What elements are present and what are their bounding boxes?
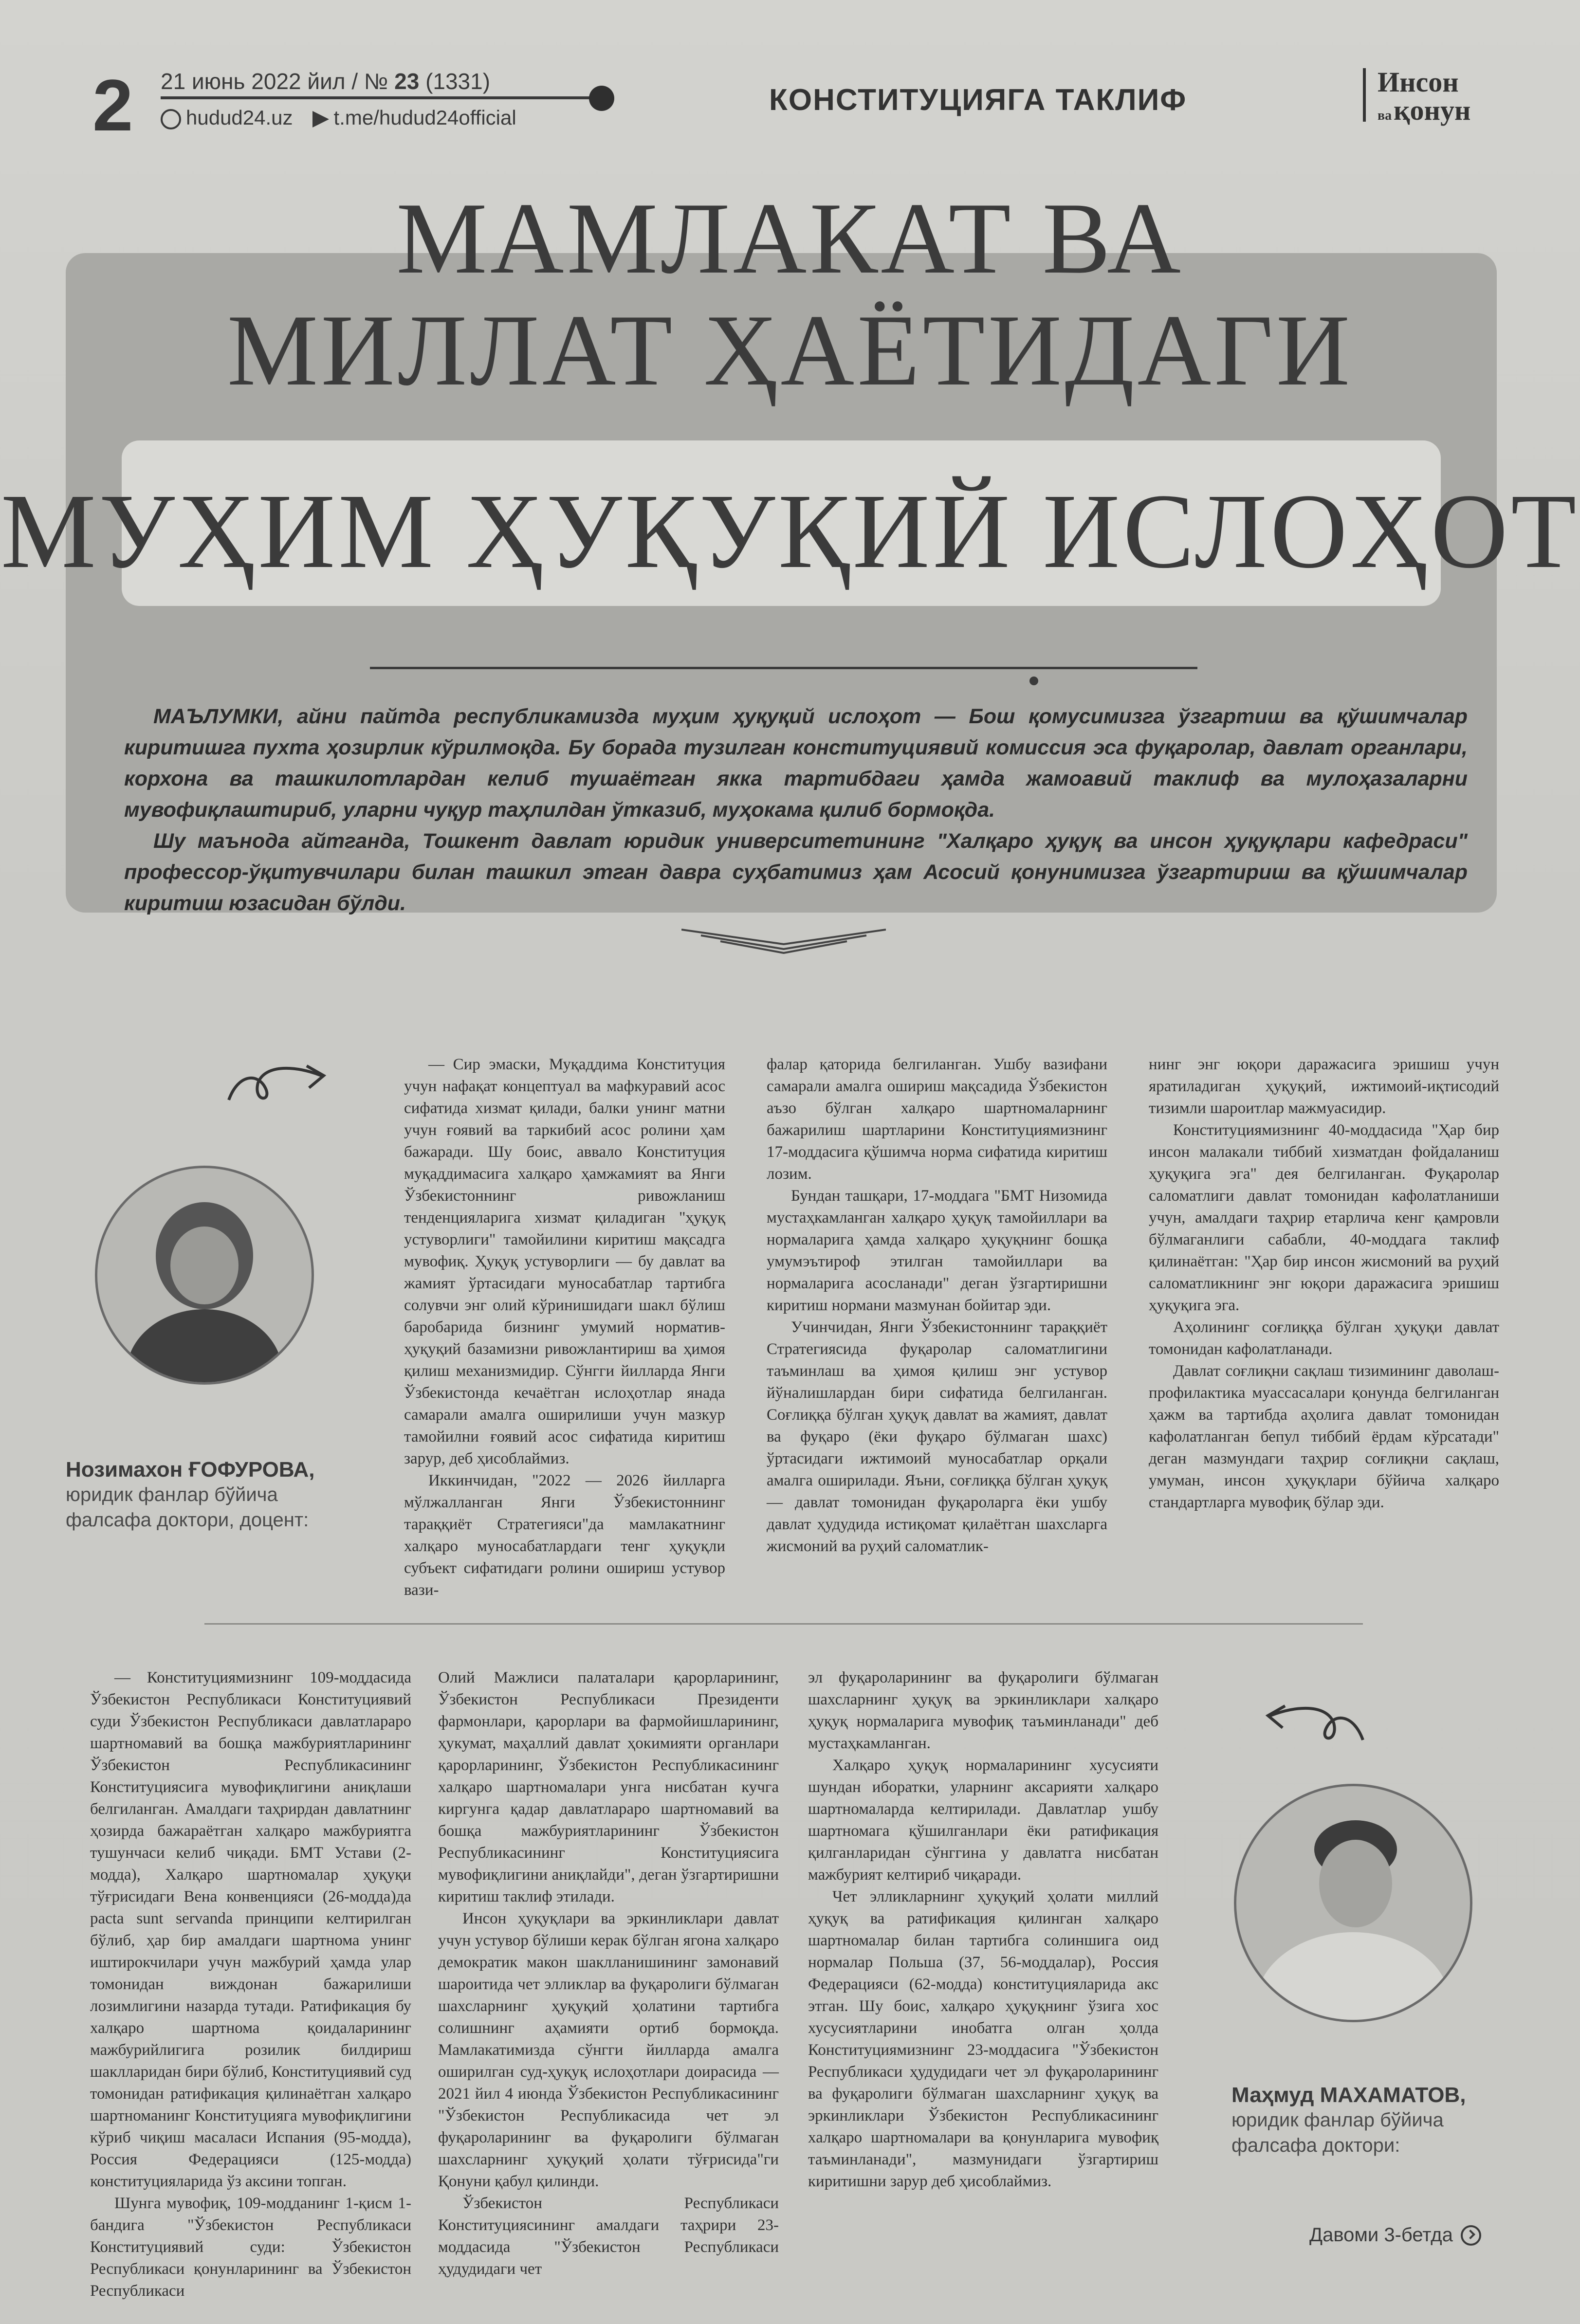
paragraph: Давлат соғлиқни сақлаш тизимининг даволаш-профилактика муассасалари қонунда белгиланган ҳажм ва тартибда аҳолига давлат томонидан кафолатланган бепул тиббий ёрдам кўрсатади" деган мазмундаги таҳрир соғлиқни сақлаш, умуман, инсон ҳуқуқлари бўйича халқаро стандартларга мувофиқ бўлар эди.: [1149, 1362, 1499, 1511]
lead-p1: МАЪЛУМКИ, айни пайтда республикамизда муҳим ҳуқуқий ислоҳот — Бош қомусимизга ўзгартиш ва қўшимчалар киритишга пухта ҳозирлик кўрилмоқда. Бу борада тузилган конституциявий комиссия эса фуқаролар, давлат органлари, корхона ва ташкилотлардан келиб тушаётган якка тартибдаги ҳамда жамоавий таклиф ва мулоҳазаларни мувофиқлаштириб, уларни чуқур таҳлилдан ўтказиб, муҳокама қилиб бормоқда.: [124, 705, 1468, 822]
author-title: юридик фанлар бўйича фалсафа доктори, доцент:: [66, 1484, 309, 1531]
paragraph: Конституциямизнинг 40-моддасида "Ҳар бир инсон малакали тиббий хизматдан фойдаланиш ҳуқуқига эга" дея белгиланган. Фуқаролар саломатлиги давлат томонидан кафолатланиши учун, амалдаги таҳрир етарлича кенг қамровли бўлмаганлиги сабабли, 40-моддага таклиф қилинаётган: "Ҳар бир инсон жисмоний ва руҳий саломатликнинг энг юқори даражасига эришиш ҳуқуқига эга.: [1149, 1121, 1499, 1314]
section-title: КОНСТИТУЦИЯГА ТАКЛИФ: [769, 83, 1187, 117]
paragraph: Инсон ҳуқуқлари ва эркинликлари давлат учун устувор бўлиши керак бўлган ягона халқаро демократик макон шаклланишининг замонавий шароитида чет элликлар ва фуқаролиги бўлмаган шахсларнинг ҳуқуқий ҳолатини тартибга солишнинг аҳамияти ортиб бормоқда. Мамлакатимизда сўнгги йилларда амалга оширилган суд-ҳуқуқ ислоҳотлари доирасида — 2021 йил 4 июнда Ўзбекистон Республикасининг "Ўзбекистон Республикасида чет эл фуқароларининг ва фуқаролиги бўлмаган шахсларнинг ҳуқуқий ҳолати тўғрисида"ги Қонуни қабул қилинди.: [438, 1910, 779, 2190]
paragraph: нинг энг юқори даражасига эришиш учун яратиладиган ҳуқуқий, ижтимоий-иқтисодий тизимли шароитлар мажмуасидир.: [1149, 1056, 1499, 1117]
author-name: Нозимахон ҒОФУРОВА,: [66, 1458, 315, 1482]
headline-line-2: МИЛЛАТ ҲАЁТИДАГИ: [227, 294, 1353, 407]
paragraph: Ўзбекистон Республикаси Конституциясининг амалдаги таҳрири 23-моддасида "Ўзбекистон Республикаси ҳудудидаги чет: [438, 2195, 779, 2278]
photo-face: [1319, 1840, 1392, 1927]
photo-shirt: [1256, 1932, 1451, 2022]
newspaper-logo: Инсон ва қонун: [1378, 66, 1471, 126]
photo-face: [170, 1226, 239, 1304]
curved-arrow-icon: [1261, 1694, 1368, 1752]
website-link[interactable]: hudud24.uz: [161, 106, 293, 129]
paragraph: Бундан ташқари, 17-моддага "БМТ Низомида мустаҳкамланган халқаро ҳуқуқ тамойиллари ва нормаларига ҳамда халқаро ҳуқуқнинг бошқа умумэътироф этилган тамойиллари ва нормаларига асосланади" деган ўзгартиришни киритиш нормани мазмунан бойитар эди.: [767, 1187, 1107, 1314]
continue-label: Давоми 3-бетда: [1309, 2224, 1453, 2246]
paragraph: Чет элликларнинг ҳуқуқий ҳолати миллий ҳуқуқ ва ратификация қилинган халқаро шартномалар билан тартибга солиншига оид нормалар Польша (37, 56-моддалар), Россия Федерацияси (62-модда) конституцияларида акс этган. Шу боис, халқаро ҳуқуқнинг ўзига хос хусусиятларини инобатга олган ҳолда Конституциямизнинг 23-моддасига "Ўзбекистон Республикаси ҳудудидаги чет эл фуқароларининг ва фуқаролиги бўлмаган шахсларнинг ҳуқуқ ва эркинликлари Ўзбекистон Республикасининг халқаро шартномалари ва қонунларига мувофиқ таъминланади", мазмунидаги ўзгартириш киритишни зарур деб ҳисоблаймиз.: [808, 1888, 1158, 2190]
author-title: юридик фанлар бўйича фалсафа доктори:: [1231, 2109, 1444, 2156]
issue-total: (1331): [425, 69, 491, 94]
author-caption-makhamatov: [1231, 2083, 1533, 2158]
issue-number: 23: [394, 69, 420, 94]
paragraph: Иккинчидан, "2022 — 2026 йилларга мўлжалланган Янги Ўзбекистоннинг тараққиёт Стратегияси"да мамлакатнинг халқаро муносабатлардаги тенг ҳуқуқли субъект сифатидаги ролини ошириш устувор вази-: [404, 1472, 725, 1599]
article1-column-2: [767, 1054, 1107, 1557]
paragraph: Халқаро ҳуқуқ нормаларининг хусусияти шундан иборатки, уларнинг аксарияти халқаро шартномаларда келтирилади. Давлатлар ушбу шартномага қўшилганлари ёки ратификация қилганларидан сўнггина у давлатга нисбатан мажбурият келтириб чиқаради.: [808, 1757, 1158, 1884]
lead-p2: Шу маънода айтганда, Тошкент давлат юридик университетининг "Халқаро ҳуқуқ ва инсон ҳуқуқлари кафедраси" профессор-ўқитувчилари билан ташкил этган давра суҳбатимиз ҳам Асосий қонунимизга ўзгартириш ва қўшимчалар киритиш юзасидан бўлди.: [124, 829, 1468, 915]
continue-link[interactable]: [1309, 2224, 1481, 2246]
headline-line-1: МАМЛАКАТ ВА: [396, 182, 1184, 295]
article1-column-1: [404, 1054, 725, 1601]
paragraph: эл фуқароларининг ва фуқаролиги бўлмаган шахсларнинг ҳуқуқ ва эркинликлари халқаро ҳуқуқ нормаларига мувофиқ таъминланади" деб мустаҳкамланган.: [808, 1669, 1158, 1752]
paragraph: — Конституциямизнинг 109-моддасида Ўзбекистон Республикаси Конституциявий суди Ўзбекистон Республикаси давлатлараро шартномавий ва бошқа мажбуриятларининг Ўзбекистон Республикасининг Конституциясига мувофиқлигини аниқлаши белгиланган. Амалдаги таҳрирдан давлатнинг ҳозирда бажараётган халқаро мажбуриятга тушунчаси келиб чиқади. БМТ Устави (2-модда), Халқаро шартномалар ҳуқуқи тўғрисидаги Вена конвенцияси (26-модда)да pacta sunt servanda принципи келтирилган бўлиб, ҳар бир амалдаги шартнома унинг иштирокчилари учун мажбурий ҳамда улар томонидан виждонан бажарилиши лозимлигини назарда тутади. Ратификация бу халқаро шартнома қоидаларининг мажбурийлигига розилик билдириш шаклларидан бири бўлиб, Конституциявий суд томонидан ратификация қилинаётган халқаро шартноманинг Конституцияга мувофиқлигини кўриб чиқиш масаласи Испания (95-модда), Россия Федерацияси (125-модда) конституцияларида ўз аксини топган.: [90, 1669, 411, 2190]
paragraph: Аҳолининг соғлиққа бўлган ҳуқуқи давлат томонидан кафолатланади.: [1149, 1318, 1499, 1358]
issue-info: [161, 68, 490, 94]
headline-line-3: МУҲИМ ҲУҚУҚИЙ ИСЛОҲОТ: [0, 472, 1580, 590]
author-name: Маҳмуд МАХАМАТОВ,: [1231, 2083, 1466, 2107]
page-number: 2: [92, 64, 133, 146]
paragraph: фалар қаторида белгиланган. Ушбу вазифани самарали амалга ошириш мақсадида Ўзбекистон аъзо бўлган халқаро шартномаларнинг бажарилиш шартларини Конституциямизнинг 17-моддасига қўшимча норма сифатида киритиш лозим.: [767, 1056, 1107, 1183]
headline-divider: [370, 667, 1197, 669]
article2-column-3: [808, 1667, 1158, 2193]
arrow-right-icon: [1461, 2225, 1481, 2246]
article1-column-3: [1149, 1054, 1499, 1514]
lead-paragraph: [124, 701, 1468, 919]
header-links: [161, 106, 516, 129]
author-photo-makhamatov: [1234, 1784, 1472, 2022]
section-divider: [204, 1623, 1363, 1625]
curved-arrow-icon: [224, 1054, 331, 1112]
article2-column-2: [438, 1667, 779, 2280]
photo-body: [127, 1309, 282, 1385]
header-rule: [161, 96, 599, 99]
telegram-icon: [312, 111, 329, 128]
paragraph: Олий Мажлиси палаталари қарорларининг, Ўзбекистон Республикаси Президенти фармонлари, қарорлари ва фармойишларининг, ҳукумат, маҳаллий давлат ҳокимияти органлари қарорларининг, Ўзбекистон Республикасининг халқаро шартномалари унга нисбатан кучга киргунга қадар давлатлараро шартномавий ва бошқа мажбуриятларининг Ўзбекистон Республикасининг Конституциясига мувофиқлигини аниқлайди", деган ўзгартиришни киритиш таклиф этилади.: [438, 1669, 779, 1905]
paragraph: — Сир эмаски, Муқаддима Конституция учун нафақат концептуал ва мафкуравий асос сифатида хизмат қилади, балки унинг матни учун ғоявий ва таркибий асос ролини ҳам бажаради. Шу боис, аввало Конституция муқаддимасига халқаро ҳамжамият ва Янги Ўзбекистоннинг ривожланиш тенденцияларига хизмат қиладиган "ҳуқуқ устуворлиги" тамойилини киритиш мақсадга мувофиқ. Ҳуқуқ устуворлиги — бу давлат ва жамият ўртасидаги муносабатлар тартибга солувчи энг олий кўринишидаги шакл бўлиш баробарида бизнинг умумий норматив-ҳуқуқий базамизни ривожлантириш ва ҳимоя қилиш механизмидир. Сўнгги йилларда Янги Ўзбекистонда кечаётган ислоҳотлар янада самарали амалга оширилиши учун мазкур тамойилни ғоявий асос сифатида киритиш зарур, деб ҳисоблаймиз.: [404, 1056, 725, 1467]
author-photo-gofurova: [95, 1166, 314, 1385]
divider-dot: [1029, 677, 1038, 685]
author-caption-gofurova: [66, 1458, 367, 1533]
issue-date: 21 июнь 2022 йил / №: [161, 69, 388, 94]
article2-column-1: [90, 1667, 411, 2302]
globe-icon: [161, 109, 181, 129]
paragraph: Учинчидан, Янги Ўзбекистоннинг тараққиёт Стратегиясида фуқаролар саломатлигини таъминлаш ва ҳимоя қилиш энг устувор йўналишлардан бири сифатида белгиланган. Соғлиққа бўлган ҳуқуқ давлат ва жамият, давлат ва фуқаро (ёки фуқаро бўлмаган шахс) ўртасидаги ижтимоий муносабатлар орқали амалга оширилади. Яъни, соғлиққа бўлган ҳуқуқ — давлат томонидан фуқароларга ёки ушбу давлат ҳудудида истиқомат қилаётган шахсларга жисмоний ва руҳий саломатлик-: [767, 1318, 1107, 1555]
logo-divider: [1363, 68, 1366, 122]
paragraph: Шунга мувофиқ, 109-модданинг 1-қисм 1-бандига "Ўзбекистон Республикаси Конституциявий суди: Ўзбекистон Республикаси қонунларининг ва Ўзбекистон Республикаси: [90, 2195, 411, 2300]
chevron-decoration: [681, 925, 886, 954]
header-dot: [589, 86, 614, 111]
telegram-link[interactable]: t.me/hudud24official: [312, 106, 516, 129]
